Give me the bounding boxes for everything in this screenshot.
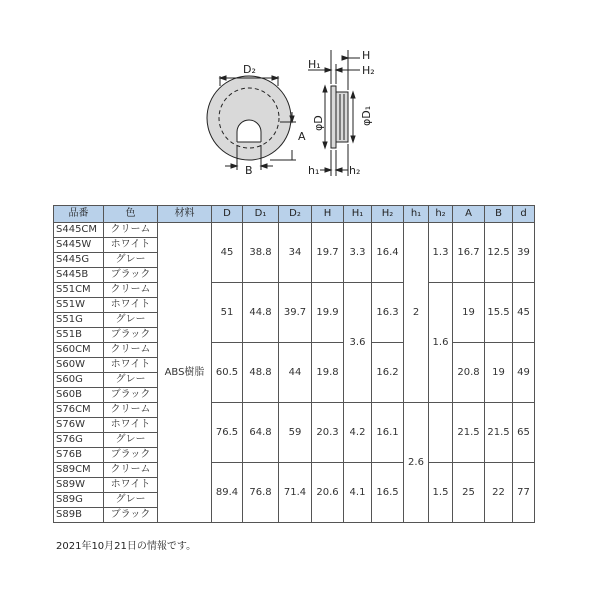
color-name: ブラック xyxy=(104,268,158,283)
color-name: グレー xyxy=(104,253,158,268)
value-H2: 16.4 xyxy=(372,223,404,283)
part-number: S89CM xyxy=(54,463,104,478)
value-D: 45 xyxy=(212,223,243,283)
table-row xyxy=(54,223,535,238)
side-view-body xyxy=(336,92,348,142)
cable-notch xyxy=(237,120,261,142)
color-name: ホワイト xyxy=(104,298,158,313)
value-D2: 39.7 xyxy=(279,283,312,343)
value-H2: 16.3 xyxy=(372,283,404,343)
value-H2: 16.2 xyxy=(372,343,404,403)
value-D2: 59 xyxy=(279,403,312,463)
label-h2: h₂ xyxy=(349,164,361,177)
value-d: 65 xyxy=(513,403,535,463)
value-h2-empty xyxy=(429,403,453,463)
color-name: ブラック xyxy=(104,388,158,403)
color-name: ホワイト xyxy=(104,358,158,373)
value-h2: 1.5 xyxy=(429,463,453,523)
value-D1: 48.8 xyxy=(243,343,279,403)
header-h2: h₂ xyxy=(429,206,453,223)
value-A: 16.7 xyxy=(453,223,485,283)
part-number: S76G xyxy=(54,433,104,448)
part-number: S76W xyxy=(54,418,104,433)
part-number: S89W xyxy=(54,478,104,493)
value-D2: 71.4 xyxy=(279,463,312,523)
value-D1: 44.8 xyxy=(243,283,279,343)
table-row xyxy=(54,283,535,298)
value-h1-merged: 2.6 xyxy=(404,403,429,523)
part-number: S60CM xyxy=(54,343,104,358)
label-H2: H₂ xyxy=(362,64,375,77)
value-D2: 44 xyxy=(279,343,312,403)
header-d: d xyxy=(513,206,535,223)
part-number: S60B xyxy=(54,388,104,403)
color-name: グレー xyxy=(104,433,158,448)
front-view-outer xyxy=(207,76,291,160)
header-A: A xyxy=(453,206,485,223)
value-H2: 16.5 xyxy=(372,463,404,523)
table-row xyxy=(54,343,535,358)
value-D: 60.5 xyxy=(212,343,243,403)
label-B: B xyxy=(245,164,253,177)
color-name: クリーム xyxy=(104,343,158,358)
part-number: S60W xyxy=(54,358,104,373)
label-H1: H₁ xyxy=(308,58,321,71)
color-name: ホワイト xyxy=(104,418,158,433)
part-number: S51W xyxy=(54,298,104,313)
value-d: 49 xyxy=(513,343,535,403)
value-H1: 4.2 xyxy=(344,403,372,463)
color-name: グレー xyxy=(104,493,158,508)
value-H2: 16.1 xyxy=(372,403,404,463)
color-name: ブラック xyxy=(104,448,158,463)
color-name: ホワイト xyxy=(104,238,158,253)
header-D2: D₂ xyxy=(279,206,312,223)
color-name: ブラック xyxy=(104,328,158,343)
color-name: クリーム xyxy=(104,403,158,418)
label-D2: D₂ xyxy=(243,63,256,76)
part-number: S445G xyxy=(54,253,104,268)
label-phiD1: φD₁ xyxy=(360,105,373,126)
value-H: 19.8 xyxy=(312,343,344,403)
header-D1: D₁ xyxy=(243,206,279,223)
color-name: クリーム xyxy=(104,283,158,298)
value-A: 21.5 xyxy=(453,403,485,463)
value-h2-merged: 1.6 xyxy=(429,283,453,403)
part-number: S445CM xyxy=(54,223,104,238)
side-view-flange xyxy=(331,86,336,148)
value-B: 12.5 xyxy=(485,223,513,283)
value-D: 89.4 xyxy=(212,463,243,523)
header-color: 色 xyxy=(104,206,158,223)
color-name: クリーム xyxy=(104,463,158,478)
value-D2: 34 xyxy=(279,223,312,283)
value-B: 21.5 xyxy=(485,403,513,463)
value-H1-merged: 3.6 xyxy=(344,283,372,403)
value-B: 15.5 xyxy=(485,283,513,343)
value-B: 22 xyxy=(485,463,513,523)
color-name: グレー xyxy=(104,373,158,388)
color-name: クリーム xyxy=(104,223,158,238)
value-D: 76.5 xyxy=(212,403,243,463)
value-h1-merged: 2 xyxy=(404,223,429,403)
part-number: S76B xyxy=(54,448,104,463)
part-number: S89B xyxy=(54,508,104,523)
value-D1: 76.8 xyxy=(243,463,279,523)
header-H: H xyxy=(312,206,344,223)
color-name: ホワイト xyxy=(104,478,158,493)
header-h1: h₁ xyxy=(404,206,429,223)
part-number: S89G xyxy=(54,493,104,508)
value-H: 19.7 xyxy=(312,223,344,283)
value-A: 25 xyxy=(453,463,485,523)
value-d: 39 xyxy=(513,223,535,283)
label-H: H xyxy=(362,49,371,62)
part-number: S51CM xyxy=(54,283,104,298)
label-A: A xyxy=(298,130,306,143)
header-material: 材料 xyxy=(158,206,212,223)
value-A: 19 xyxy=(453,283,485,343)
header-H2: H₂ xyxy=(372,206,404,223)
part-number: S60G xyxy=(54,373,104,388)
table-row xyxy=(54,463,535,478)
value-D: 51 xyxy=(212,283,243,343)
value-H: 19.9 xyxy=(312,283,344,343)
value-D1: 38.8 xyxy=(243,223,279,283)
value-H: 20.3 xyxy=(312,403,344,463)
info-date-note: 2021年10月21日の情報です。 xyxy=(56,541,197,552)
part-number: S76CM xyxy=(54,403,104,418)
header-part-number: 品番 xyxy=(54,206,104,223)
table-header-row xyxy=(54,206,535,223)
technical-drawing xyxy=(0,0,600,200)
color-name: ブラック xyxy=(104,508,158,523)
value-d: 77 xyxy=(513,463,535,523)
value-d: 45 xyxy=(513,283,535,343)
value-B: 19 xyxy=(485,343,513,403)
value-A: 20.8 xyxy=(453,343,485,403)
value-h2: 1.3 xyxy=(429,223,453,283)
material-cell: ABS樹脂 xyxy=(158,223,212,523)
label-h1: h₁ xyxy=(308,164,320,177)
color-name: グレー xyxy=(104,313,158,328)
part-number: S445B xyxy=(54,268,104,283)
value-D1: 64.8 xyxy=(243,403,279,463)
part-number: S445W xyxy=(54,238,104,253)
header-H1: H₁ xyxy=(344,206,372,223)
value-H1: 3.3 xyxy=(344,223,372,283)
part-number: S51B xyxy=(54,328,104,343)
value-H: 20.6 xyxy=(312,463,344,523)
value-H1: 4.1 xyxy=(344,463,372,523)
table-row xyxy=(54,403,535,418)
part-number: S51G xyxy=(54,313,104,328)
header-B: B xyxy=(485,206,513,223)
spec-table xyxy=(53,205,535,523)
label-phiD: φD xyxy=(312,115,325,131)
header-D: D xyxy=(212,206,243,223)
